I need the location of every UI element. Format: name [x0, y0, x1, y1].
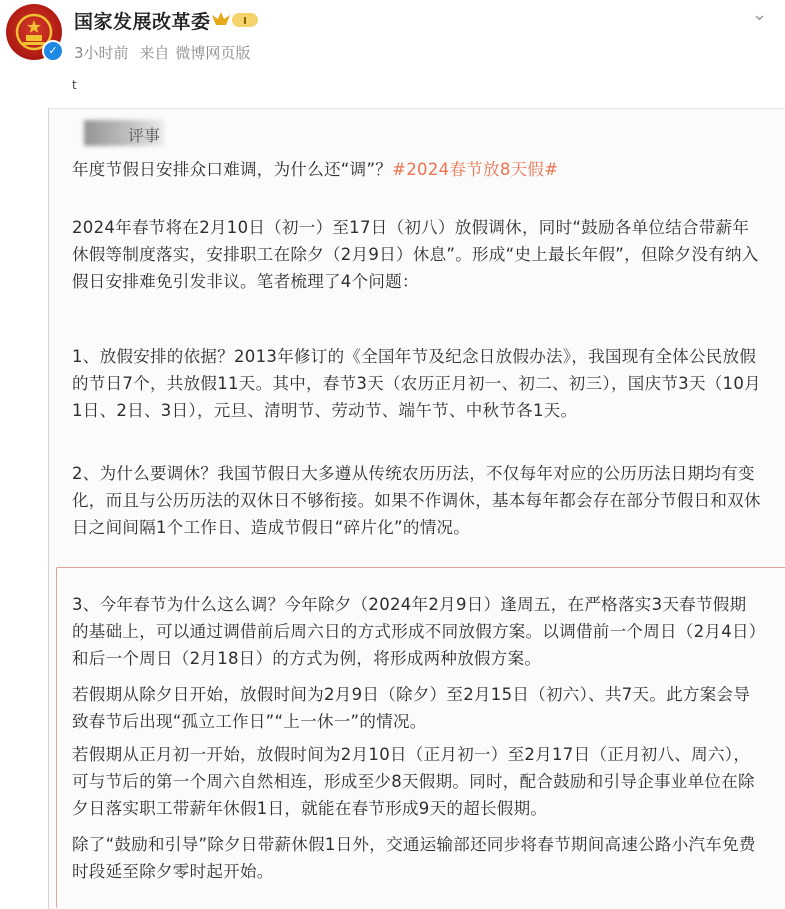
member-level-text: I — [243, 16, 247, 27]
intro-line — [72, 156, 762, 183]
avatar[interactable] — [6, 4, 62, 60]
verified-badge-icon: ✓ — [42, 40, 64, 62]
post-source[interactable]: 微博网页版 — [175, 44, 251, 62]
member-crown-icon[interactable] — [210, 9, 260, 31]
paragraph-3: 3、今年春节为什么这么调？今年除夕（2024年2月9日）逢周五，在严格落实3天春节假期的基础上，可以通过调借前后周六日的方式形成不同放假方案。以调借前一个周日（2月4日）和后一个周日（2月18日）的方式为例，将形成两种放假方案。 — [72, 595, 758, 668]
post-time[interactable]: 3小时前 — [74, 44, 129, 62]
intro-text: 年度节假日安排众口难调，为什么还“调”？ — [72, 160, 393, 179]
hashtag-link[interactable]: #2024春节放8天假# — [392, 160, 559, 179]
chevron-down-icon[interactable]: ⌄ — [751, 4, 767, 25]
paragraph-6: 除了“鼓励和引导”除夕日带薪休假1日外，交通运输部还同步将春节期间高速公路小汽车免费时段延至除夕零时起开始。 — [72, 835, 756, 881]
source-prefix: 来自 — [139, 44, 170, 62]
account-name[interactable]: 国家发展改革委 — [74, 11, 211, 33]
paragraph-0: 2024年春节将在2月10日（初一）至17日（初八）放假调休，同时“鼓励各单位结合带薪年休假等制度落实，安排职工在除夕（2月9日）休息”。形成“史上最长年假”，但除夕没有纳入假日安排难免引发非议。笔者梳理了4个问题： — [72, 218, 759, 291]
paragraph-5: 若假期从正月初一开始，放假时间为2月10日（正月初一）至2月17日（正月初八、周六），可与节后的第一个周六自然相连，形成至少8天假期。同时，配合鼓励和引导企事业单位在除夕日落实职工带薪年休假1日，就能在春节形成9天的超长假期。 — [72, 745, 755, 818]
blurred-title-tail: 评事 — [128, 126, 161, 145]
paragraph-2: 2、为什么要调休？我国节假日大多遵从传统农历历法，不仅每年对应的公历历法日期均有变化，而且与公历历法的双休日不够衔接。如果不作调休，基本每年都会存在部分节假日和双休日之间间隔1个工作日、造成节假日“碎片化”的情况。 — [72, 464, 761, 537]
post-meta — [74, 42, 256, 63]
paragraph-4: 若假期从除夕日开始，放假时间为2月9日（除夕）至2月15日（初六）、共7天。此方案会导致春节后出现“孤立工作日”“上一休一”的情况。 — [72, 685, 751, 731]
small-mark: t — [72, 78, 77, 92]
paragraph-1: 1、放假安排的依据？2013年修订的《全国年节及纪念日放假办法》，我国现有全体公民放假的节日7个，共放假11天。其中，春节3天（农历正月初一、初二、初三），国庆节3天（10月1日、2日、3日），元旦、清明节、劳动节、端午节、中秋节各1天。 — [72, 347, 761, 420]
